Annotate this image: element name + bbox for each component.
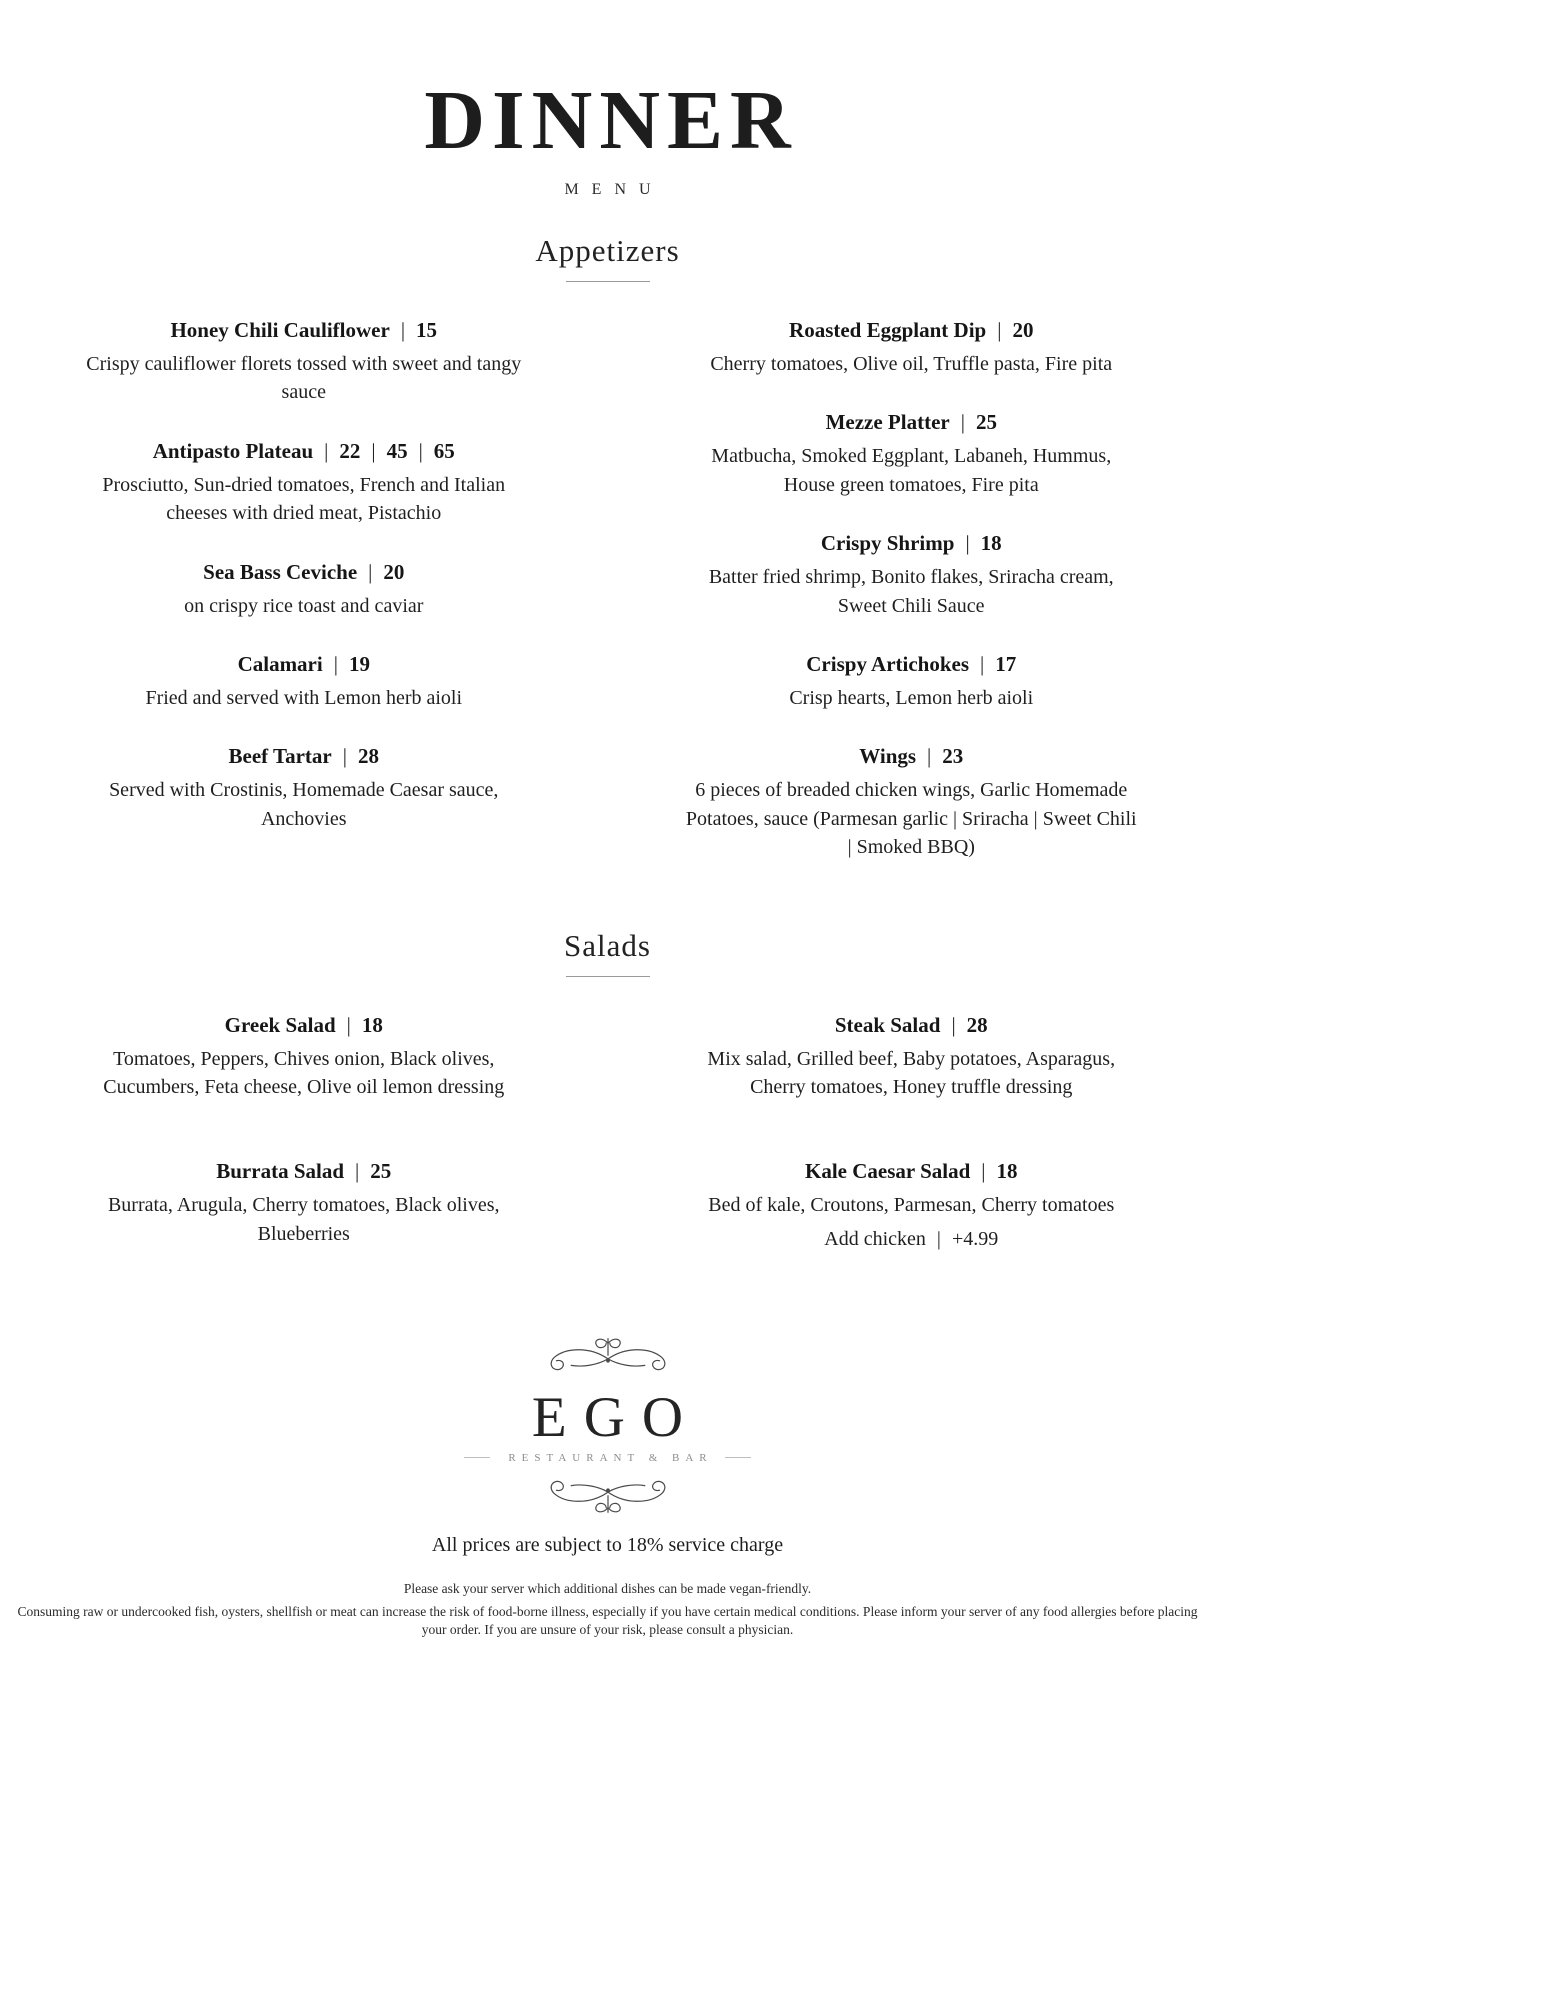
fineprint <box>0 1581 1215 1639</box>
menu-title: DINNER <box>424 74 798 167</box>
section-title-salads: Salads <box>564 927 651 963</box>
item-description: Cherry tomatoes, Olive oil, Truffle pasta, Fire pita <box>710 353 1113 375</box>
menu-item <box>684 1159 1139 1250</box>
logo-tagline-text: RESTAURANT & BAR <box>508 1451 713 1464</box>
section-appetizers <box>0 233 1215 894</box>
item-name-price: Crispy Shrimp | 18 <box>820 531 1002 556</box>
item-description: Matbucha, Smoked Eggplant, Labaneh, Hummus, House green tomatoes, Fire pita <box>711 445 1112 496</box>
price-separator: | <box>936 1227 941 1250</box>
item-name-price: Greek Salad | 18 <box>224 1012 383 1037</box>
section-title-appetizers: Appetizers <box>535 233 680 268</box>
appetizers-columns <box>0 318 1215 894</box>
item-description: Fried and served with Lemon herb aioli <box>145 686 463 709</box>
menu-item <box>684 318 1139 378</box>
item-name-price: Sea Bass Ceviche | 20 <box>203 559 405 584</box>
item-description: Batter fried shrimp, Bonito flakes, Sriracha cream, Sweet Chili Sauce <box>708 566 1114 617</box>
menu-item <box>76 1159 531 1248</box>
restaurant-logo <box>0 1335 1215 1516</box>
logo-tagline <box>0 1452 1215 1464</box>
menu-subtitle: MENU <box>564 181 664 198</box>
price-separator: | <box>418 438 423 463</box>
item-name-price: Crispy Artichokes | 17 <box>806 651 1017 676</box>
price-separator: | <box>368 559 373 584</box>
price-separator: | <box>355 1159 360 1184</box>
price-separator: | <box>342 744 347 769</box>
menu-item <box>76 1013 531 1102</box>
item-name-price: Wings | 23 <box>859 744 964 769</box>
menu-item <box>684 744 1139 861</box>
item-description: Served with Crostinis, Homemade Caesar sauce, Anchovies <box>109 779 499 830</box>
vegan-note: Please ask your server which additional dishes can be made vegan-friendly. <box>403 1580 812 1596</box>
price-separator: | <box>927 744 932 769</box>
price-separator: | <box>324 438 329 463</box>
item-description: Mix salad, Grilled beef, Baby potatoes, Asparagus, Cherry tomatoes, Honey truffle dressing <box>707 1047 1116 1098</box>
menu-item <box>76 560 531 620</box>
price-separator: | <box>960 410 965 435</box>
price-separator: | <box>371 438 376 463</box>
price-separator: | <box>981 1159 986 1184</box>
section-divider <box>566 281 650 282</box>
section-divider <box>566 976 650 977</box>
item-description: Prosciutto, Sun-dried tomatoes, French and Italian cheeses with dried meat, Pistachio <box>102 473 506 525</box>
item-name-price: Steak Salad | 28 <box>834 1012 988 1037</box>
price-separator: | <box>980 651 985 676</box>
allergy-disclaimer: Consuming raw or undercooked fish, oysters, shellfish or meat can increase the risk of food-borne illness, especially if you have certain medical conditions. Please inform your server of any food allergies before placing your order. If you are unsure of your risk, please consult a physician. <box>17 1603 1198 1637</box>
salads-columns <box>0 1013 1215 1309</box>
price-separator: | <box>346 1012 351 1037</box>
menu-header <box>0 0 1215 199</box>
menu-item <box>684 1013 1139 1102</box>
flourish-ornament-bottom <box>533 1470 683 1516</box>
menu-footer <box>0 1335 1215 1639</box>
item-addon: Add chicken | +4.99 <box>824 1227 999 1250</box>
item-name-price: Beef Tartar | 28 <box>228 744 379 769</box>
price-separator: | <box>965 531 970 556</box>
item-description: Crispy cauliflower florets tossed with sweet and tangy sauce <box>86 353 522 404</box>
item-description: Tomatoes, Peppers, Chives onion, Black olives, Cucumbers, Feta cheese, Olive oil lemon dressing <box>103 1047 505 1098</box>
item-description: 6 pieces of breaded chicken wings, Garlic Homemade Potatoes, sauce (Parmesan garlic | Sriracha | Sweet Chili | Smoked BBQ) <box>685 779 1137 859</box>
menu-item <box>76 439 531 528</box>
item-name-price: Honey Chili Cauliflower | 15 <box>170 318 438 342</box>
price-separator: | <box>333 651 338 676</box>
item-name-price: Calamari | 19 <box>237 651 370 676</box>
appetizers-left-column <box>0 318 608 894</box>
menu-item <box>76 318 531 407</box>
menu-item <box>684 652 1139 712</box>
salads-right-column <box>608 1013 1216 1309</box>
price-separator: | <box>400 318 406 342</box>
item-description: Burrata, Arugula, Cherry tomatoes, Black olives, Blueberries <box>107 1194 500 1245</box>
price-separator: | <box>951 1012 956 1037</box>
section-salads <box>0 928 1215 1309</box>
item-description: on crispy rice toast and caviar <box>184 594 424 617</box>
item-name-price: Roasted Eggplant Dip | 20 <box>789 318 1034 342</box>
menu-item <box>76 744 531 833</box>
appetizers-right-column <box>608 318 1216 894</box>
item-name-price: Kale Caesar Salad | 18 <box>804 1159 1018 1184</box>
flourish-ornament-top <box>533 1335 683 1381</box>
service-charge-note: All prices are subject to 18% service charge <box>431 1533 784 1556</box>
item-name-price: Antipasto Plateau | 22 | 45 | 65 <box>152 438 455 463</box>
menu-item <box>684 410 1139 499</box>
salads-left-column <box>0 1013 608 1309</box>
item-name-price: Mezze Platter | 25 <box>825 410 997 435</box>
menu-item <box>76 652 531 712</box>
item-name-price: Burrata Salad | 25 <box>216 1159 392 1184</box>
menu-item <box>684 531 1139 620</box>
price-separator: | <box>997 318 1002 342</box>
item-description: Crisp hearts, Lemon herb aioli <box>789 686 1034 709</box>
item-description: Bed of kale, Croutons, Parmesan, Cherry tomatoes <box>708 1194 1115 1217</box>
logo-wordmark: EGO <box>531 1385 701 1449</box>
